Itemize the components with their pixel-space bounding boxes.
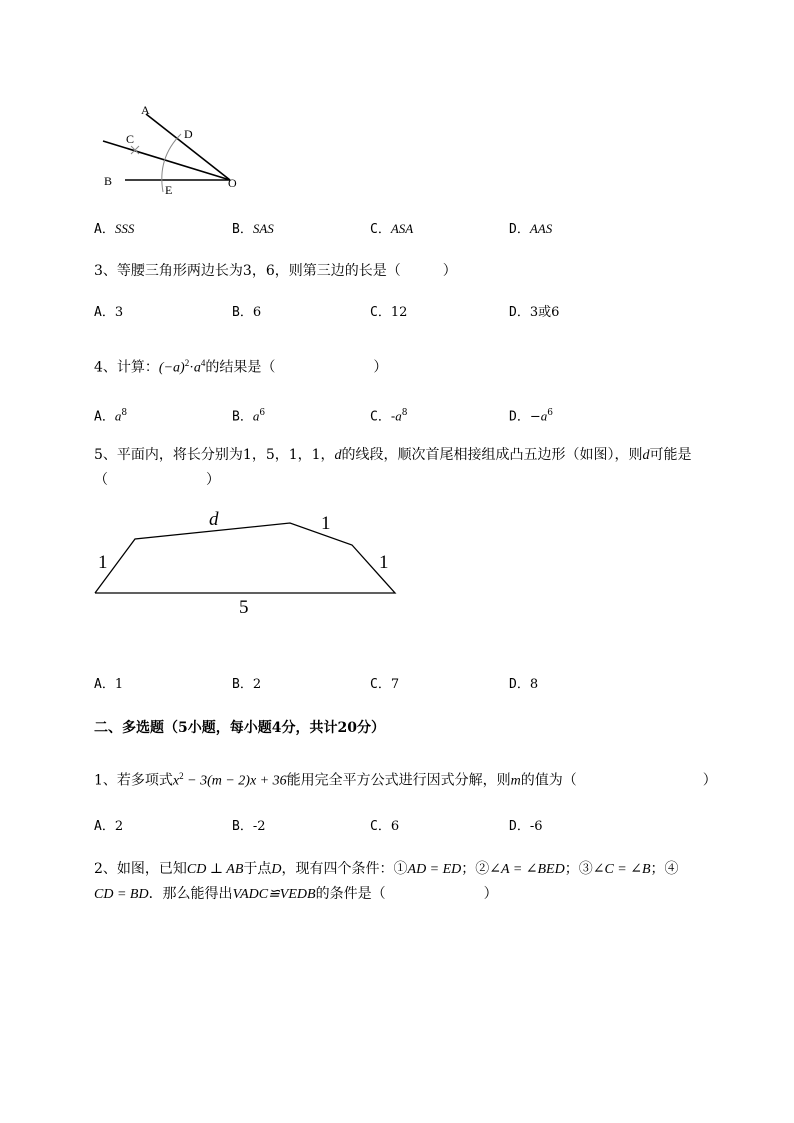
q2-option-c[interactable]: C．ASA <box>370 221 414 237</box>
q4-text: 4、计算：$(-a)^2\cdot a^4$的结果是（ ） <box>94 358 388 376</box>
label-D: D <box>184 127 193 141</box>
m2-text-line2: CD = BD．那么能得出VADC≌VEDB的条件是（ ） <box>94 886 498 902</box>
side-label-5-bottom: 5 <box>239 597 249 618</box>
q4-option-a[interactable]: A．$a^8$ <box>94 408 128 425</box>
q5-text-line2: （ ） <box>94 472 220 488</box>
m1-option-b[interactable]: B．-2 <box>232 819 266 834</box>
label-A: A <box>141 103 150 117</box>
pentagon-outline <box>95 523 395 593</box>
q3-text: 3、等腰三角形两边长为3，6，则第三边的长是（ ） <box>94 263 457 279</box>
section-title-multiple-choice: 二、多选题（5小题，每小题4分，共计20分） <box>94 720 385 736</box>
side-label-1-right: 1 <box>379 552 389 573</box>
ray-OC <box>103 141 230 180</box>
q5-option-c[interactable]: C．7 <box>370 677 400 692</box>
q3-option-d[interactable]: D．3或6 <box>509 305 560 320</box>
m1-text: 1、若多项式$x^2 - 3(m - 2)x + 36$能用完全平方公式进行因式分解，则m的值为（ ） <box>94 771 717 789</box>
q4-option-d[interactable]: D．$-a^6$ <box>509 408 553 425</box>
side-label-1-upper-right: 1 <box>321 513 331 534</box>
m2-text-line1: 2、如图，已知CD ⊥ AB于点D，现有四个条件：①AD = ED；②∠A = ∠BED；③∠C = ∠B；④ <box>94 861 679 877</box>
q5-option-a[interactable]: A．1 <box>94 677 124 692</box>
q3-option-a[interactable]: A．3 <box>94 305 124 320</box>
ray-OA <box>146 114 230 180</box>
side-label-1-left: 1 <box>98 552 108 573</box>
q5-option-d[interactable]: D．8 <box>509 677 539 692</box>
m1-option-a[interactable]: A．2 <box>94 819 124 834</box>
label-E: E <box>165 183 173 197</box>
m1-option-d[interactable]: D．-6 <box>509 819 543 834</box>
label-C: C <box>126 132 135 146</box>
pentagon-figure <box>85 500 415 625</box>
q2-option-a[interactable]: A．SSS <box>94 221 135 237</box>
q2-option-d[interactable]: D．AAS <box>509 221 553 237</box>
angle-figure <box>95 98 245 198</box>
q2-option-b[interactable]: B．SAS <box>232 221 274 237</box>
q4-option-c[interactable]: C．$-a^8$ <box>370 408 408 425</box>
label-B: B <box>104 174 113 188</box>
q5-text-line1: 5、平面内，将长分别为1，5，1，1，d的线段，顺次首尾相接组成凸五边形（如图），则d可能是 <box>94 447 692 463</box>
q4-option-b[interactable]: B．$a^6$ <box>232 408 266 425</box>
q3-option-b[interactable]: B．6 <box>232 305 262 320</box>
m1-option-c[interactable]: C．6 <box>370 819 400 834</box>
q3-option-c[interactable]: C．12 <box>370 305 408 320</box>
side-label-d: d <box>209 509 219 530</box>
label-O: O <box>228 176 237 190</box>
q5-option-b[interactable]: B．2 <box>232 677 262 692</box>
